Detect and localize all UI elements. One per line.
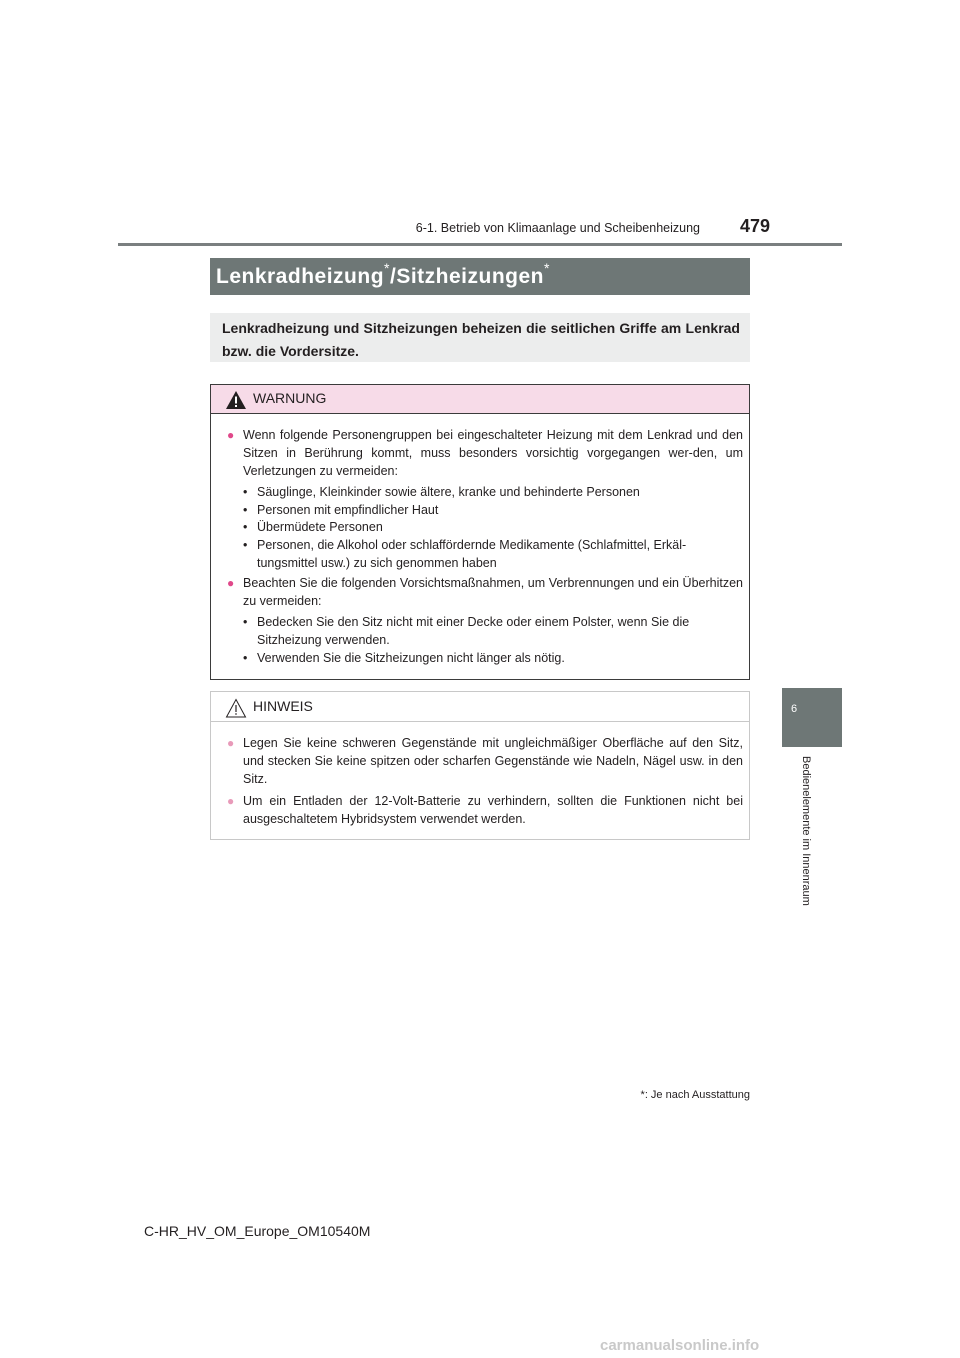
title-mark-2: *	[544, 260, 550, 276]
warning-box	[210, 384, 750, 680]
hint-item-2	[227, 792, 743, 828]
warning-subitem-text: Personen mit empfindlicher Haut	[257, 503, 439, 517]
footnote-mark: *	[640, 1089, 645, 1101]
caution-outline-icon	[225, 698, 247, 718]
warning-subitem-text: Säuglinge, Kleinkinder sowie ältere, kranke und behinderte Personen	[257, 485, 640, 499]
section-title	[210, 258, 750, 295]
warning-title: WARNUNG	[253, 390, 327, 406]
warning-triangle-icon	[225, 390, 247, 410]
page-number: 479	[740, 216, 771, 236]
warning-subitem-text: Verwenden Sie die Sitzheizungen nicht länger als nötig.	[257, 651, 565, 665]
running-header-section: 6-1. Betrieb von Klimaanlage und Scheibenheizung	[415, 221, 700, 235]
warning-subitem-text: Übermüdete Personen	[257, 520, 383, 534]
hint-item-2-text: Um ein Entladen der 12-Volt-Batterie zu verhindern, sollten die Funktionen nicht bei ausgeschaltetem Hybridsystem verwendet werden.	[243, 794, 743, 826]
title-part-2: Sitzheizungen	[396, 265, 544, 288]
watermark: carmanualsonline.info	[600, 1337, 760, 1354]
warning-subitem	[243, 502, 743, 520]
chapter-number: 6	[790, 703, 798, 715]
bullet-icon: ●	[227, 736, 235, 750]
sub-bullet-icon: •	[243, 651, 248, 665]
warning-item-1	[227, 426, 743, 480]
title-mark-1: *	[384, 260, 390, 276]
warning-subitem	[243, 650, 743, 668]
warning-header	[211, 385, 749, 414]
title-part-1: Lenkradheizung	[216, 265, 385, 288]
intro-text: Lenkradheizung und Sitzheizungen beheizen die seitlichen Griffe am Lenkrad bzw. die Vordersitze.	[210, 313, 750, 362]
footnote	[560, 1089, 750, 1101]
chapter-label: Bedienelemente im Innenraum	[800, 756, 812, 906]
footnote-text: : Je nach Ausstattung	[644, 1089, 750, 1101]
title-separator: /	[389, 265, 397, 288]
warning-item-1-text: Wenn folgende Personengruppen bei eingeschalteter Heizung mit dem Lenkrad und den Sitzen in Berührung kommt, muss besonders vorsichtig vorgegangen wer-den, um Verletzungen zu vermeiden:	[243, 428, 743, 478]
bullet-icon: ●	[227, 794, 235, 808]
warning-subitem-text: Bedecken Sie den Sitz nicht mit einer Decke oder einem Polster, wenn Sie die Sitzheizung verwenden.	[257, 615, 690, 647]
warning-subitem-text: Personen, die Alkohol oder schlaffördernde Medikamente (Schlafmittel, Erkäl-tungsmittel usw.) zu sich genommen haben	[257, 538, 687, 570]
warning-subitem	[243, 519, 743, 537]
hint-box	[210, 691, 750, 840]
hint-header	[211, 692, 749, 722]
warning-subitem	[243, 484, 743, 502]
sub-bullet-icon: •	[243, 615, 248, 629]
sub-bullet-icon: •	[243, 485, 248, 499]
header-divider	[118, 243, 842, 246]
warning-subitem	[243, 614, 743, 649]
document-id: C-HR_HV_OM_Europe_OM10540M	[144, 1223, 371, 1239]
chapter-tab	[782, 688, 842, 747]
hint-item-1	[227, 734, 743, 788]
sub-bullet-icon: •	[243, 520, 248, 534]
bullet-icon: ●	[227, 576, 235, 590]
sub-bullet-icon: •	[243, 503, 248, 517]
warning-item-2-text: Beachten Sie die folgenden Vorsichtsmaßnahmen, um Verbrennungen und ein Überhitzen zu vermeiden:	[243, 576, 743, 608]
warning-item-2	[227, 574, 743, 610]
hint-item-1-text: Legen Sie keine schweren Gegenstände mit ungleichmäßiger Oberfläche auf den Sitz, und stecken Sie keine spitzen oder scharfen Gegenstände wie Nadeln, Nägel usw. in den Sitz.	[243, 736, 743, 786]
sub-bullet-icon: •	[243, 538, 248, 552]
bullet-icon: ●	[227, 428, 235, 442]
hint-title: HINWEIS	[253, 698, 313, 714]
warning-subitem	[243, 537, 743, 572]
